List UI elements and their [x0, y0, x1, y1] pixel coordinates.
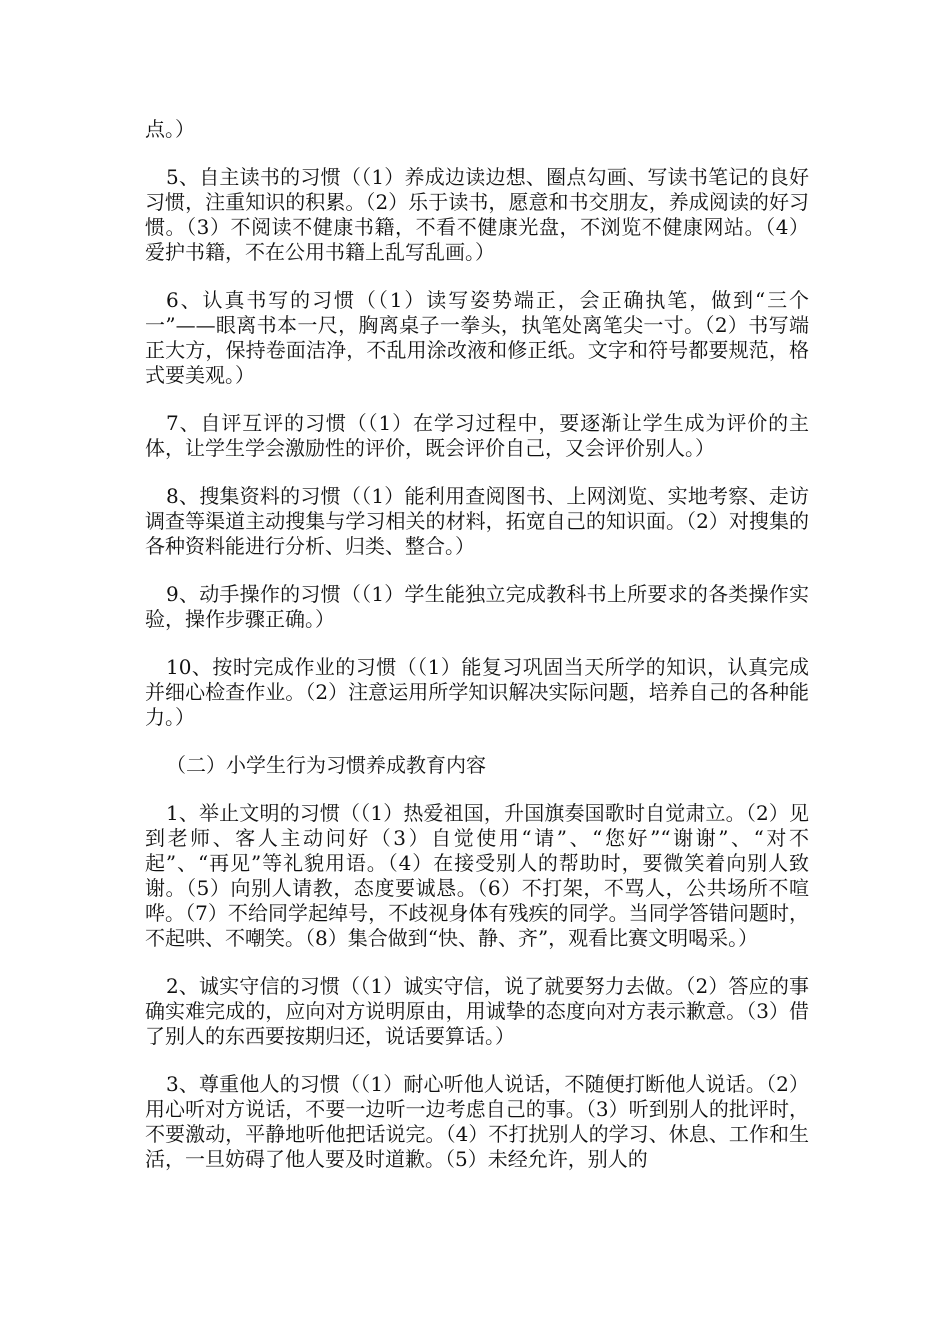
paragraph-research-habit: 8、搜集资料的习惯（（1）能利用查阅图书、上网浏览、实地考察、走访调查等渠道主动搜集与学习相关的材料，拓宽自己的知识面。（2）对搜集的各种资料能进行分析、归类、整合。） — [145, 484, 809, 558]
paragraph-evaluation-habit: 7、自评互评的习惯（（1）在学习过程中，要逐渐让学生成为评价的主体，让学生学会激励性的评价，既会评价自己，又会评价别人。） — [145, 411, 809, 460]
paragraph-homework-habit: 10、按时完成作业的习惯（（1）能复习巩固当天所学的知识，认真完成并细心检查作业。（2）注意运用所学知识解决实际问题，培养自己的各种能力。） — [145, 655, 809, 729]
paragraph-continuation: 点。） — [145, 117, 195, 141]
paragraph-honesty-habit: 2、诚实守信的习惯（（1）诚实守信，说了就要努力去做。（2）答应的事确实难完成的，应向对方说明原由，用诚挚的态度向对方表示歉意。（3）借了别人的东西要按期归还，说话要算话。） — [145, 974, 809, 1048]
paragraph-reading-habit: 5、自主读书的习惯（（1）养成边读边想、圈点勾画、写读书笔记的良好习惯，注重知识的积累。（2）乐于读书，愿意和书交朋友，养成阅读的好习惯。（3）不阅读不健康书籍，不看不健康光盘，不浏览不健康网站。（4）爱护书籍，不在公用书籍上乱写乱画。） — [145, 165, 809, 264]
document-body — [145, 117, 809, 1195]
paragraph-civility-habit: 1、举止文明的习惯（（1）热爱祖国，升国旗奏国歌时自觉肃立。（2）见到老师、客人主动问好（3）自觉使用“请”、“您好”“谢谢”、“对不起”、“再见”等礼貌用语。（4）在接受别人的帮助时，要微笑着向别人致谢。（5）向别人请教，态度要诚恳。（6）不打架，不骂人，公共场所不喧哗。（7）不给同学起绰号，不歧视身体有残疾的同学。当同学答错问题时，不起哄、不嘲笑。（8）集合做到“快、静、齐”，观看比赛文明喝采。） — [145, 801, 809, 950]
paragraph-respect-habit: 3、尊重他人的习惯（（1）耐心听他人说话，不随便打断他人说话。（2）用心听对方说话，不要一边听一边考虑自己的事。（3）听到别人的批评时，不要激动，平静地听他把话说完。（4）不打扰别人的学习、休息、工作和生活，一旦妨碍了他人要及时道歉。（5）未经允许，别人的 — [145, 1072, 809, 1171]
paragraph-hands-on-habit: 9、动手操作的习惯（（1）学生能独立完成教科书上所要求的各类操作实验，操作步骤正确。） — [145, 582, 809, 631]
paragraph-writing-habit: 6、认真书写的习惯（（1）读写姿势端正，会正确执笔，做到“三个一”——眼离书本一尺，胸离桌子一拳头，执笔处离笔尖一寸。（2）书写端正大方，保持卷面洁净，不乱用涂改液和修正纸。文字和符号都要规范，格式要美观。） — [145, 288, 809, 387]
section-heading: （二）小学生行为习惯养成教育内容 — [166, 753, 486, 777]
